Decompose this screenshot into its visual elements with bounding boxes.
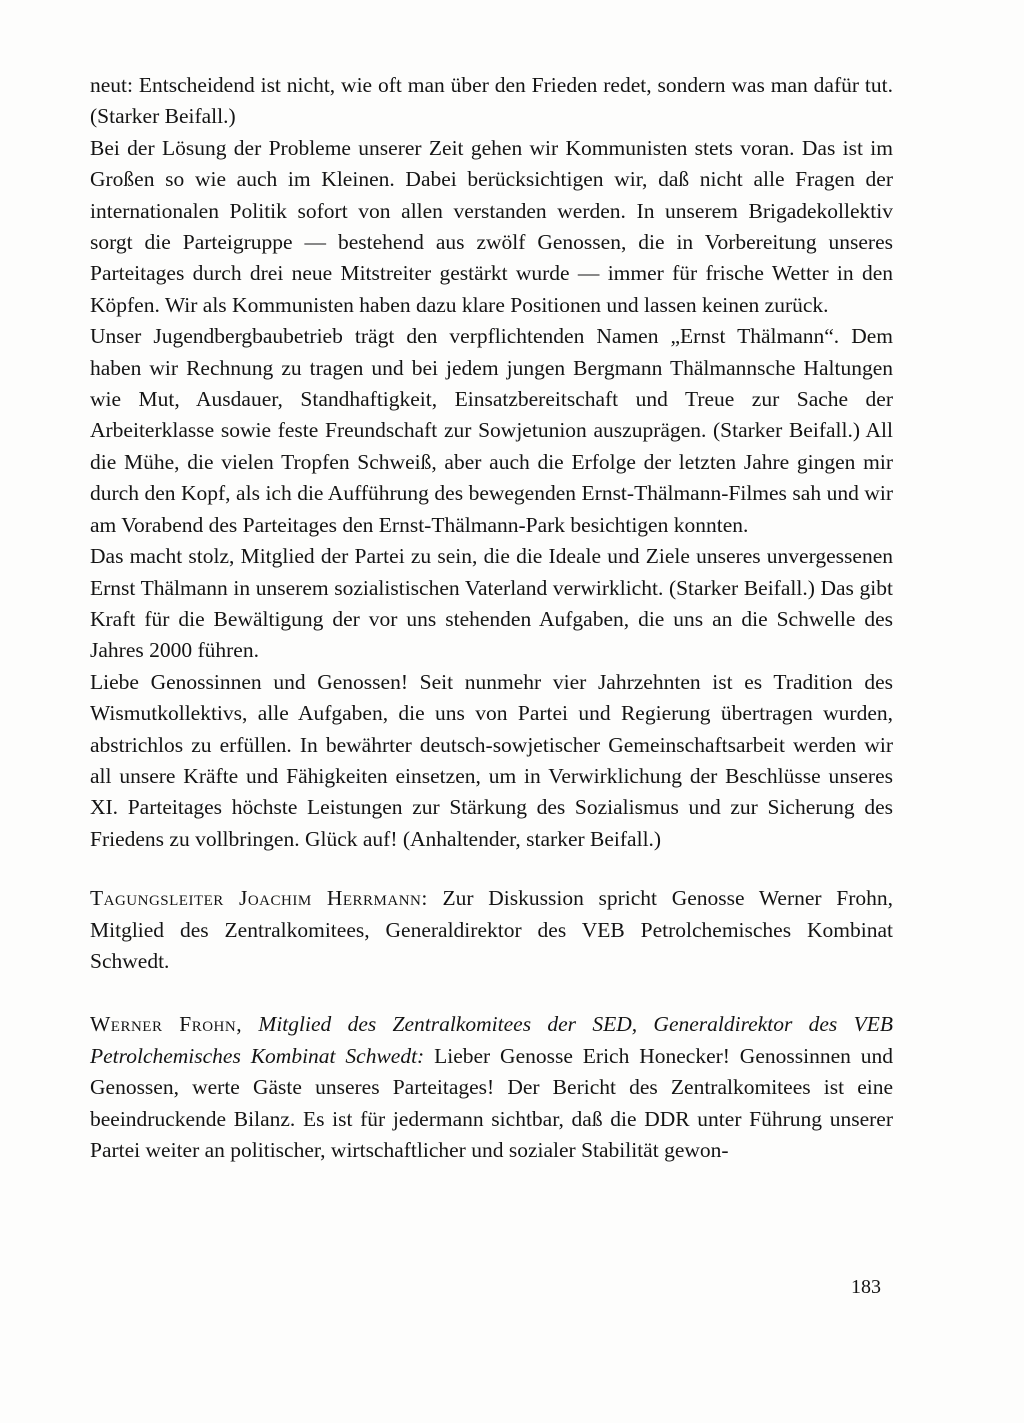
speech-opening bbox=[90, 1009, 893, 1166]
speaker-name: Werner Frohn, bbox=[90, 1012, 243, 1037]
body-text bbox=[90, 70, 893, 1166]
chair-statement-text: Zur Diskussion spricht Genosse Werner Frohn, Mitglied des Zentralkomitees, Generaldirektor des VEB Petrolchemisches Kombinat Schwedt. bbox=[90, 886, 893, 973]
page-number: 183 bbox=[851, 1276, 881, 1298]
paragraph: Bei der Lösung der Probleme unserer Zeit gehen wir Kommunisten stets voran. Das ist im Großen so wie auch im Kleinen. Dabei berücksichtigen wir, daß nicht alle Fragen der internationalen Politik sofort von allen verstanden werden. In unserem Brigadekollektiv sorgt die Parteigruppe — bestehend aus zwölf Genossen, die in Vorbereitung unseres Parteitages durch drei neue Mitstreiter gestärkt wurde — immer für frische Wetter in den Köpfen. Wir als Kommunisten haben dazu klare Positionen und lassen keinen zurück. bbox=[90, 135, 893, 317]
speech-text: Lieber Genosse Erich Honecker! Genossinnen und Genossen, werte Gäste unseres Parteitages! Der Bericht des Zentralkomitees ist eine beeindruckende Bilanz. Es ist für jedermann sichtbar, daß die DDR unter Führung unserer Partei weiter an politischer, wirtschaftlicher und sozialer Stabilität gewon- bbox=[90, 1043, 893, 1162]
chair-statement bbox=[90, 883, 893, 977]
chair-speaker-name: Tagungsleiter Joachim Herrmann: bbox=[90, 886, 428, 911]
paragraph: Liebe Genossinnen und Genossen! Seit nunmehr vier Jahrzehnten ist es Tradition des Wismutkollektivs, alle Aufgaben, die uns von Partei und Regierung übertragen wurden, abstrichlos zu erfüllen. In bewährter deutsch-sowjetischer Gemeinschaftsarbeit werden wir all unsere Kräfte und Fähigkeiten einsetzen, um in Verwirklichung der Beschlüsse unseres XI. Parteitages höchste Leistungen zur Stärkung des Sozialismus und zur Sicherung des Friedens zu vollbringen. Glück auf! (Anhaltender, starker Beifall.) bbox=[90, 669, 893, 851]
paragraph: Unser Jugendbergbaubetrieb trägt den verpflichtenden Namen „Ernst Thälmann“. Dem haben wir Rechnung zu tragen und bei jedem jungen Bergmann Thälmannsche Haltungen wie Mut, Ausdauer, Standhaftigkeit, Einsatzbereitschaft und Treue zur Sache der Arbeiterklasse sowie feste Freundschaft zur Sowjetunion auszuprägen. (Starker Beifall.) All die Mühe, die vielen Tropfen Schweiß, aber auch die Erfolge der letzten Jahre gingen mir durch den Kopf, als ich die Aufführung des bewegenden Ernst-Thälmann-Filmes sah und wir am Vorabend des Parteitages den Ernst-Thälmann-Park besichtigen konnten. bbox=[90, 324, 893, 537]
speaker-role: Mitglied des Zentralkomitees der SED, Generaldirektor des VEB Petrolchemisches Kombinat Schwedt: bbox=[90, 1012, 894, 1068]
paragraph: Das macht stolz, Mitglied der Partei zu sein, die die Ideale und Ziele unseres unvergessenen Ernst Thälmann in unserem sozialistischen Vaterland verwirklicht. (Starker Beifall.) Das gibt Kraft für die Bewältigung der vor uns stehenden Aufgaben, die uns an die Schwelle des Jahres 2000 führen. bbox=[90, 544, 893, 663]
paragraph-continuation: neut: Entscheidend ist nicht, wie oft man über den Frieden redet, sondern was man dafür tut. (Starker Beifall.) bbox=[90, 73, 893, 129]
